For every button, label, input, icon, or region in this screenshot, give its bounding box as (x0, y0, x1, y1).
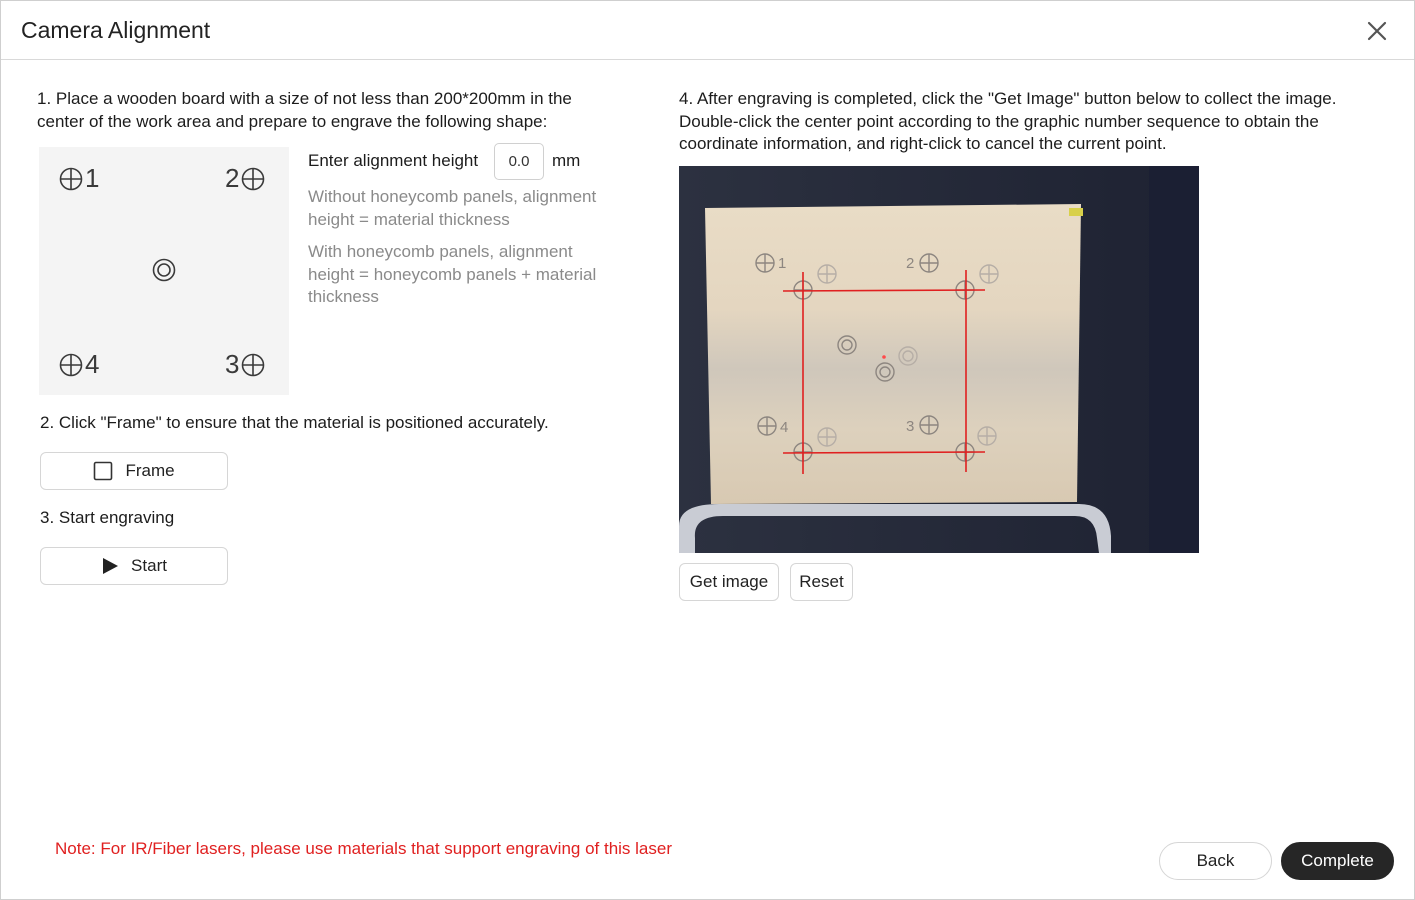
reset-label: Reset (799, 572, 844, 591)
mark-3 (225, 349, 265, 380)
laser-dot (882, 355, 886, 359)
step3-text: 3. Start engraving (40, 508, 175, 527)
center-target-icon (152, 258, 176, 282)
dialog-header (1, 1, 1414, 60)
crosshair-icon (59, 353, 83, 377)
step1-line1: 1. Place a wooden board with a size of not less than 200*200mm in the (37, 89, 572, 108)
step4-line1: 4. After engraving is completed, click the "Get Image" button below to collect the image. (679, 89, 1337, 108)
frame-button[interactable] (40, 452, 228, 490)
step1-text (37, 88, 572, 133)
complete-label: Complete (1301, 851, 1374, 870)
mark-2 (225, 163, 265, 194)
board-tag (1069, 208, 1083, 216)
mark-4-label: 4 (85, 349, 100, 379)
crosshair-icon (241, 353, 265, 377)
hint2-line2: height = honeycomb panels + material (308, 264, 597, 284)
get-image-button[interactable] (679, 563, 779, 601)
cam-label-4: 4 (780, 419, 789, 436)
cam-label-1: 1 (778, 255, 787, 272)
step2-text: 2. Click "Frame" to ensure that the material is positioned accurately. (40, 413, 549, 432)
mark-2-label: 2 (225, 163, 240, 193)
hint2-line3: thickness (308, 287, 379, 306)
play-icon (101, 557, 119, 575)
dialog-title: Camera Alignment (21, 17, 211, 43)
camera-right-panel (1149, 166, 1199, 553)
start-button[interactable] (40, 547, 228, 585)
mark-3-label: 3 (225, 349, 240, 379)
step4-line2: Double-click the center point according to the graphic number sequence to obtain the (679, 111, 1319, 131)
hint1-line2: height = material thickness (308, 209, 510, 229)
alignment-shape-preview (39, 147, 289, 395)
hint1-line1: Without honeycomb panels, alignment (308, 187, 597, 206)
mark-1 (59, 163, 99, 194)
center-mark (152, 258, 176, 282)
step1-line2: center of the work area and prepare to engrave the following shape: (37, 111, 548, 131)
get-image-label: Get image (689, 572, 769, 591)
step4-text (679, 88, 1336, 156)
mark-1-label: 1 (85, 163, 100, 193)
alignment-height-unit: mm (552, 151, 581, 170)
cam-label-3: 3 (906, 418, 915, 435)
crosshair-icon (241, 167, 265, 191)
alignment-height-input[interactable] (494, 143, 544, 180)
step4-line3: coordinate information, and right-click to cancel the current point. (679, 134, 1167, 153)
laser-note: Note: For IR/Fiber lasers, please use materials that support engraving of this laser (55, 839, 673, 858)
close-icon[interactable] (1363, 17, 1391, 45)
hint-without-honeycomb (308, 186, 596, 231)
wood-board (705, 204, 1081, 504)
complete-button[interactable] (1281, 842, 1394, 880)
cam-label-2: 2 (906, 255, 915, 272)
reset-button[interactable] (790, 563, 853, 601)
frame-button-label: Frame (125, 461, 175, 480)
crosshair-icon (59, 167, 83, 191)
hint2-line1: With honeycomb panels, alignment (308, 242, 573, 261)
alignment-height-label: Enter alignment height (308, 151, 479, 170)
back-button[interactable] (1159, 842, 1272, 880)
hint-with-honeycomb (308, 241, 596, 309)
mark-4 (59, 349, 99, 380)
frame-square-icon (93, 461, 113, 481)
back-label: Back (1196, 851, 1235, 870)
camera-image[interactable] (679, 166, 1199, 553)
start-button-label: Start (131, 556, 167, 575)
